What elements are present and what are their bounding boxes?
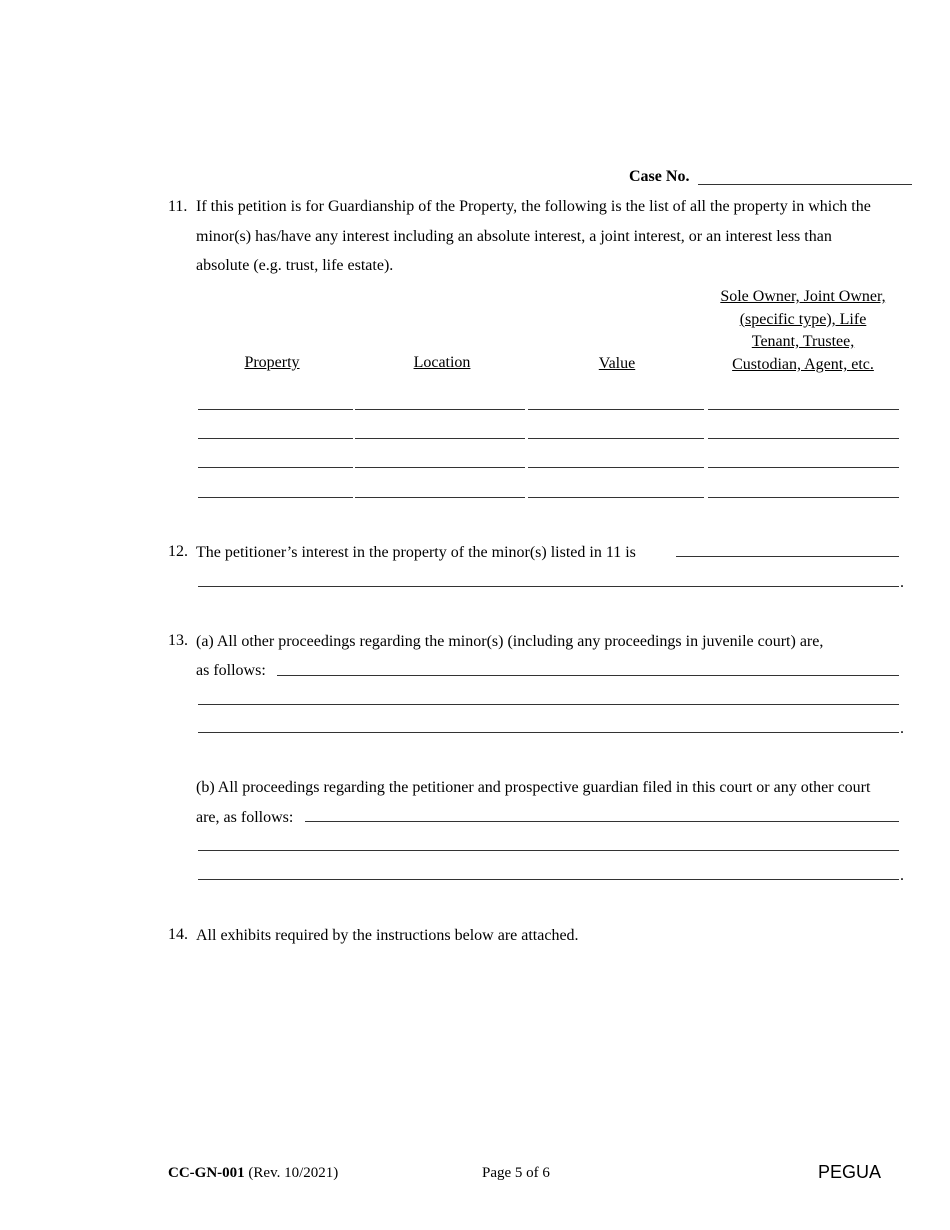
minor-proceedings-field-line-1[interactable] <box>277 675 899 676</box>
property-field[interactable] <box>198 467 353 468</box>
case-number-label: Case No. <box>629 168 690 185</box>
item-14-number: 14. <box>168 926 188 943</box>
item-11-number: 11. <box>168 198 188 215</box>
footer-form-code-id: CC-GN-001 <box>168 1165 245 1181</box>
footer-revision: (Rev. 10/2021) <box>248 1165 339 1181</box>
item-12-text: The petitioner’s interest in the property of the minor(s) listed in 11 is <box>196 544 636 561</box>
column-header-property: Property <box>244 354 300 371</box>
column-header-location: Location <box>413 354 471 371</box>
column-header-ownership-line-1: Sole Owner, Joint Owner, <box>720 288 886 305</box>
item-12-period: . <box>900 574 904 591</box>
item-11-text-line-3: absolute (e.g. trust, life estate). <box>196 257 394 274</box>
footer-form-code <box>168 1165 338 1182</box>
column-header-value: Value <box>598 355 636 372</box>
footer-brand: PEGUA <box>818 1162 882 1182</box>
minor-proceedings-field-line-2[interactable] <box>198 704 899 705</box>
petitioner-interest-field-line-2[interactable] <box>198 586 899 587</box>
property-field[interactable] <box>198 497 353 498</box>
petitioner-interest-field-line-1[interactable] <box>676 556 899 557</box>
item-13a-period: . <box>900 720 904 737</box>
petitioner-proceedings-field-line-3[interactable] <box>198 879 899 880</box>
item-13b-text-line-2: are, as follows: <box>196 809 294 826</box>
item-13b-period: . <box>900 867 904 884</box>
item-11-text-line-1: If this petition is for Guardianship of the Property, the following is the list of all the property in which the <box>196 198 871 215</box>
column-header-ownership-line-2: (specific type), Life <box>739 311 867 328</box>
petitioner-proceedings-field-line-2[interactable] <box>198 850 899 851</box>
ownership-field[interactable] <box>708 438 899 439</box>
ownership-field[interactable] <box>708 497 899 498</box>
property-field[interactable] <box>198 409 353 410</box>
column-header-ownership-line-3: Tenant, Trustee, <box>751 333 855 350</box>
item-13b-text-line-1: (b) All proceedings regarding the petitioner and prospective guardian filed in this court or any other court <box>196 779 871 796</box>
footer-page-number: Page 5 of 6 <box>482 1165 550 1181</box>
ownership-field[interactable] <box>708 467 899 468</box>
location-field[interactable] <box>355 438 525 439</box>
location-field[interactable] <box>355 409 525 410</box>
petitioner-proceedings-field-line-1[interactable] <box>305 821 899 822</box>
location-field[interactable] <box>355 467 525 468</box>
value-field[interactable] <box>528 467 704 468</box>
minor-proceedings-field-line-3[interactable] <box>198 732 899 733</box>
item-13a-text-line-1: (a) All other proceedings regarding the minor(s) (including any proceedings in juvenile court) are, <box>196 633 824 650</box>
value-field[interactable] <box>528 497 704 498</box>
item-11-text-line-2: minor(s) has/have any interest including an absolute interest, a joint interest, or an interest less than <box>196 228 832 245</box>
property-field[interactable] <box>198 438 353 439</box>
item-12-number: 12. <box>168 543 188 560</box>
item-13a-text-line-2: as follows: <box>196 662 266 679</box>
location-field[interactable] <box>355 497 525 498</box>
column-header-ownership-line-4: Custodian, Agent, etc. <box>732 356 874 373</box>
item-13-number: 13. <box>168 632 188 649</box>
value-field[interactable] <box>528 438 704 439</box>
value-field[interactable] <box>528 409 704 410</box>
case-number-field[interactable] <box>698 184 912 185</box>
ownership-field[interactable] <box>708 409 899 410</box>
item-14-text: All exhibits required by the instructions below are attached. <box>196 927 579 944</box>
